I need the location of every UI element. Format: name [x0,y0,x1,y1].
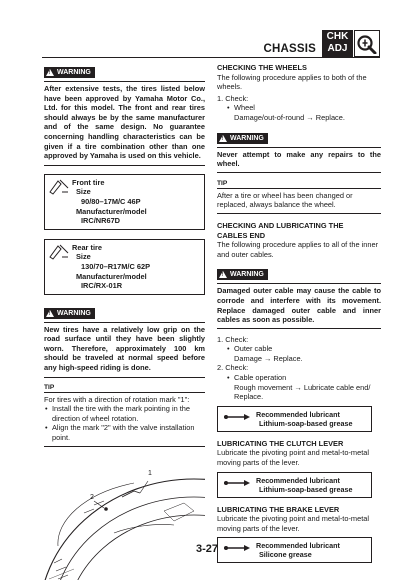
tip-label: TIP [217,180,381,189]
divider [217,328,381,329]
rear-tire-title: Rear tire [72,242,102,252]
rear-size-value: 130/70–R17M/C 62P [81,261,151,271]
tip-text: After a tire or wheel has been changed or replaced, always balance the wheel. [217,190,353,210]
section-heading: CHECKING AND LUBRICATING THE CABLES END [217,220,344,240]
bullet-list [217,103,381,113]
section-heading: LUBRICATING THE CLUTCH LEVER [217,438,344,448]
warning-icon [46,310,54,317]
tire-spec-icon [48,243,72,291]
divider [44,81,205,82]
tip-text: For tires with a direction of rotation mark "1": [44,394,190,404]
divider [44,322,205,323]
grease-gun-icon [222,476,256,494]
tire-figure [44,451,205,580]
warning-badge: ! WARNING [217,133,268,144]
warning-text: Never attempt to make any repairs to the wheel. [217,149,381,169]
list-item: • Cable operation [226,373,381,383]
lubricant-box: Recommended lubricant Lithium-soap-based grease [217,406,372,432]
step-detail: Rough movement → Lubricate cable end/ Replace. [234,382,371,402]
list-item: • Align the mark "2" with the valve installation point. [44,423,205,442]
page-number: 3-27 [196,543,219,555]
warning-icon [219,135,227,142]
rear-size-label: Size [76,252,91,262]
front-mfr-value: IRC/NR67D [81,216,121,226]
paragraph: The following procedure applies to all of the inner and outer cables. [217,240,379,259]
right-column [217,63,381,563]
divider [217,172,381,173]
paragraph: The following procedure applies to both of the wheels. [217,72,367,92]
warning-text: After extensive tests, the tires listed below have been approved by Yamaha Motor Co., Ltd. for this model. The front and rear tires should always be by the same manufacturer and of the same design. No guarantee concerning handling characteristics can be given if a tire combination other than one approved by Yamaha is used on this vehicle. [44,84,205,161]
step-detail: Damage/out-of-round → Replace. [234,112,345,122]
divider [44,165,205,166]
rear-tire-box [44,239,205,295]
divider [44,377,205,378]
lubricant-box: Recommended lubricant Lithium-soap-based grease [217,472,372,498]
section-heading: CHECKING THE WHEELS [217,63,307,72]
lubricant-box: Recommended lubricant Silicone grease [217,537,372,563]
toolbox-icon [354,30,380,57]
paragraph: Lubricate the pivoting point and metal-to-metal moving parts of the lever. [217,514,370,533]
grease-gun-icon [222,410,256,428]
step-detail: Damage → Replace. [234,353,303,363]
bullet-list [217,373,381,383]
section-heading: LUBRICATING THE BRAKE LEVER [217,504,340,514]
chk-adj-badge [322,30,353,57]
front-tire-box [44,174,205,230]
list-item: • Install the tire with the mark pointing in the direction of wheel rotation. [44,404,205,423]
rear-mfr-label: Manufacturer/model [76,271,147,281]
divider [44,446,205,447]
figure-label-1: 1 [148,469,152,477]
left-column [44,63,205,580]
front-mfr-label: Manufacturer/model [76,206,147,216]
front-size-label: Size [76,187,91,197]
tip-bullet-list [44,404,205,442]
warning-text: Damaged outer cable may cause the cable to corrode and interfere with its movement. Replace damaged outer cable and inner cables as soon as possible. [217,286,381,325]
badge-line-2: ADJ [327,43,348,54]
divider [217,213,381,214]
bullet-list [217,344,381,354]
warning-icon [46,69,54,76]
tip-label: TIP [44,384,205,393]
header-rule [42,57,380,58]
front-size-value: 90/80–17M/C 46P [81,196,141,206]
list-item: • Wheel [226,103,381,113]
badge-line-1: CHK [326,31,349,42]
step: 1. Check: [217,93,249,103]
warning-badge: ! WARNING [217,269,268,280]
warning-text: New tires have a relatively low grip on the road surface until they have been slightly worn. Therefore, approximately 100 km should be traveled at normal speed before any high-speed riding is done. [44,324,205,373]
list-item: • Outer cable [226,344,381,354]
figure-label-2: 2 [90,493,94,501]
section-title: CHASSIS [263,43,316,55]
warning-badge: ! WARNING [44,308,95,319]
step: 1. Check: [217,334,249,344]
warning-badge: ! WARNING [44,67,95,78]
warning-icon [219,271,227,278]
step: 2. Check: [217,363,249,373]
rear-mfr-value: IRC/RX-01R [81,281,123,291]
tire-spec-icon [48,178,72,226]
grease-gun-icon [222,541,256,559]
divider [217,147,381,148]
divider [217,283,381,284]
front-tire-title: Front tire [72,177,105,187]
paragraph: Lubricate the pivoting point and metal-to-metal moving parts of the lever. [217,448,370,468]
page-header [263,30,380,57]
